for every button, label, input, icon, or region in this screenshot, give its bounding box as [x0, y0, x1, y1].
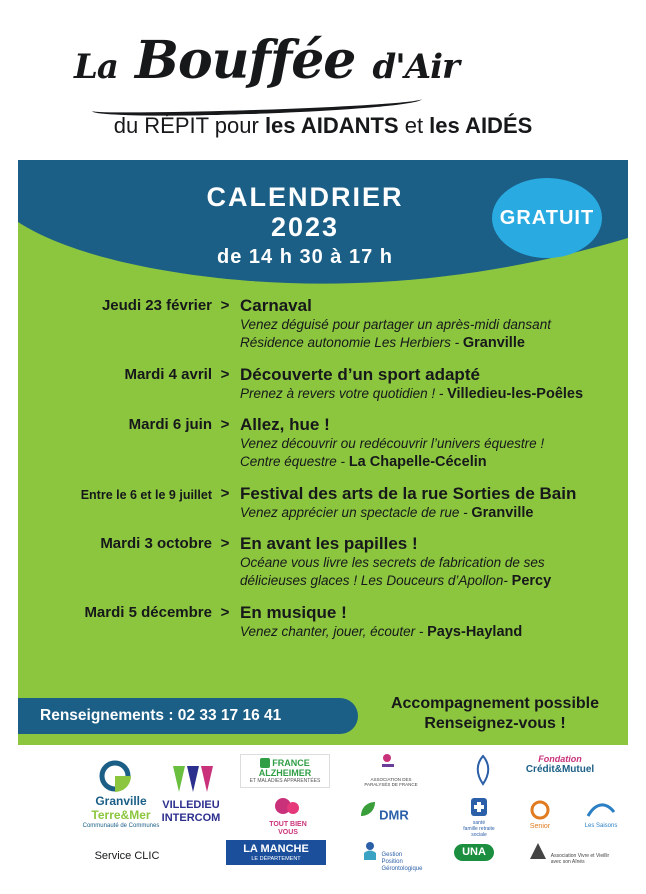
- partner-logo-senior: [510, 800, 570, 831]
- partner-logo-fa-line1: FRANCE: [272, 758, 310, 768]
- event-location-line: [240, 573, 628, 590]
- partner-logo-dmr: [348, 800, 420, 824]
- partner-logo-villedieu: [136, 762, 246, 824]
- poster-subtitle: [0, 113, 646, 139]
- event-title: Découverte d’un sport adapté: [240, 364, 480, 384]
- partner-logo-villedieu-line1: VILLEDIEU: [162, 799, 220, 812]
- partner-logo-sante-famille: [442, 796, 516, 838]
- mutual-health-mark-icon: [470, 754, 496, 786]
- list-item: [18, 484, 628, 522]
- event-title: Festival des arts de la rue Sorties de Bain: [240, 483, 577, 503]
- brand-logo-word-1: La: [74, 47, 118, 87]
- partner-logo-sf-line1: santé: [472, 820, 486, 827]
- event-venue: Venez apprécier un spectacle de rue -: [240, 504, 472, 520]
- partner-logo-manche-line2: LE DÉPARTEMENT: [251, 855, 301, 862]
- partner-logo-sf-line2: famille retraite: [463, 825, 495, 832]
- contact-banner: Renseignements : 02 33 17 16 41: [18, 698, 358, 734]
- event-date: Mardi 4 avril: [124, 365, 212, 383]
- saisons-mark-icon: [586, 798, 616, 820]
- event-location-line: [240, 454, 628, 471]
- partner-logo-manche-line1: LA MANCHE: [243, 843, 309, 855]
- event-date: Entre le 6 et le 9 juillet: [80, 487, 212, 502]
- villedieu-mark-icon: [165, 762, 217, 796]
- poster-header: [0, 0, 646, 160]
- list-item: [18, 365, 628, 403]
- partner-logo-cm-line1: Fondation: [538, 754, 582, 764]
- event-body: [238, 534, 628, 591]
- event-title: Carnaval: [240, 296, 312, 315]
- event-body: [238, 603, 628, 641]
- partner-logo-gg-line3: Gérontologique: [381, 865, 423, 872]
- partner-logo-apf-line1: ASSOCIATION DES: [370, 777, 412, 783]
- partner-logo-una-line1: UNA: [462, 846, 486, 858]
- brand-logo-word-2: Bouffée: [135, 30, 356, 91]
- partner-logo-gg-line1: Gestion: [381, 851, 403, 858]
- partner-logo-mutual-health: [458, 754, 508, 789]
- list-item: [18, 296, 628, 353]
- event-venue: délicieuses glaces ! Les Douceurs d’Apollon-: [240, 573, 512, 589]
- partner-logo-sf-line3: sociale: [471, 831, 487, 838]
- event-venue: Venez chanter, jouer, écouter -: [240, 623, 428, 639]
- event-body: [238, 296, 628, 353]
- brand-logo: [74, 30, 459, 91]
- subtitle-part-2: et: [398, 113, 430, 138]
- event-description: Venez déguisé pour partager un après-midi dansant: [240, 317, 551, 333]
- partner-logo-apf-line2: PARALYSÉS DE FRANCE: [364, 782, 418, 788]
- brand-logo-word-3: d'Air: [372, 47, 459, 87]
- partner-logo-tbv-line2: VOUS: [278, 829, 298, 837]
- partner-logo-apf: [348, 752, 434, 787]
- subtitle-bold-1: les AIDANTS: [264, 113, 399, 138]
- event-city: Granville: [462, 335, 525, 352]
- calendar-title: CALENDRIER: [206, 182, 404, 212]
- partner-logo-credit-mutuel: [514, 754, 606, 776]
- sante-famille-mark-icon: [469, 796, 489, 818]
- calendar-year: 2023: [270, 212, 340, 242]
- partner-logo-gg-line2: Position: [381, 858, 403, 865]
- vivre-vieillir-mark-icon: [527, 840, 549, 862]
- partner-logo-cm-line2: Crédit&Mutuel: [525, 764, 595, 776]
- event-arrow-icon: >: [220, 484, 230, 502]
- partner-logo-tbv-line1: TOUT BIEN: [269, 821, 307, 829]
- event-title: Allez, hue !: [240, 415, 330, 435]
- event-arrow-icon: >: [220, 297, 230, 314]
- event-venue: Centre équestre -: [240, 454, 349, 470]
- partner-logo-tout-bien-vous: [240, 796, 336, 837]
- event-location-line: [240, 624, 628, 641]
- event-arrow-icon: >: [220, 416, 230, 434]
- event-city: Percy: [511, 573, 552, 590]
- event-body: [238, 415, 628, 472]
- event-date: Jeudi 23 février: [101, 297, 212, 314]
- list-item: [18, 603, 628, 641]
- event-arrow-icon: >: [220, 365, 230, 383]
- event-description: Océane vous livre les secrets de fabrication de ses: [240, 555, 545, 571]
- partner-logo-saisons-line1: Les Saisons: [584, 823, 618, 830]
- partner-logo-senior-line1: Senior: [529, 823, 551, 831]
- event-city: Granville: [471, 504, 534, 521]
- partner-logo-dmr-line1: DMR: [379, 807, 409, 823]
- senior-mark-icon: [528, 800, 552, 820]
- event-date: Mardi 5 décembre: [84, 603, 212, 621]
- event-city: La Chapelle-Cécelin: [348, 454, 487, 471]
- subtitle-bold-2: les AIDÉS: [429, 113, 533, 138]
- partner-logo-france-alzheimer: [240, 754, 330, 788]
- apf-mark-icon: [378, 752, 404, 774]
- partner-logo-villedieu-line2: INTERCOM: [161, 811, 221, 824]
- partner-logo-granville-line2: Terre&Mer: [91, 807, 151, 822]
- event-arrow-icon: >: [220, 535, 230, 553]
- service-clic-label: Service CLIC: [94, 850, 160, 862]
- event-arrow-icon: >: [220, 603, 230, 621]
- partner-logo-granville-line1: Granville: [95, 794, 147, 809]
- event-description: Venez découvrir ou redécouvrir l’univers équestre !: [240, 436, 545, 452]
- events-list: [18, 296, 628, 653]
- event-body: [238, 484, 628, 522]
- tbv-mark-icon: [273, 796, 303, 818]
- partner-logo-vv-line1: Association Vivre et Vieillir: [550, 853, 610, 860]
- partner-logo-la-manche: [226, 840, 326, 865]
- calendar-hours: de 14 h 30 à 17 h: [217, 246, 393, 268]
- event-body: [238, 365, 628, 403]
- list-item: [18, 415, 628, 472]
- subtitle-part-1: du RÉPIT pour: [113, 113, 265, 138]
- partner-logo-gestion-gerontologique: [336, 840, 446, 872]
- partner-logo-vv-line2: avec son Aînés: [550, 859, 585, 866]
- event-location-line: [240, 386, 628, 403]
- event-location-line: [240, 335, 628, 352]
- gratuit-badge: GRATUIT: [492, 178, 602, 258]
- partner-logo-granville-line3: Communauté de Communes: [82, 822, 160, 829]
- partner-logo-una: [442, 844, 506, 861]
- event-location-line: [240, 505, 628, 522]
- list-item: [18, 534, 628, 591]
- event-date: Mardi 3 octobre: [100, 535, 212, 553]
- event-venue: Prenez à revers votre quotidien ! -: [240, 385, 448, 401]
- gerontologie-mark-icon: [360, 840, 380, 864]
- dmr-leaf-icon: [359, 800, 377, 818]
- partner-logo-fa-line2: ALZHEIMER: [258, 768, 312, 779]
- event-city: Villedieu-les-Poêles: [447, 385, 584, 402]
- event-city: Pays-Hayland: [427, 623, 523, 640]
- accompaniment-line-1: Accompagnement possible: [390, 695, 600, 712]
- event-venue: Résidence autonomie Les Herbiers -: [240, 335, 463, 351]
- accompaniment-line-2: Renseignez-vous !: [424, 715, 566, 732]
- event-date: Mardi 6 juin: [128, 416, 212, 434]
- partner-logos: [18, 748, 628, 888]
- accompaniment-note: [370, 694, 620, 734]
- event-title: En avant les papilles !: [240, 534, 418, 554]
- event-title: En musique !: [240, 602, 347, 622]
- alzheimer-mark-icon: [260, 758, 270, 768]
- partner-logo-vivre-vieillir: [508, 840, 628, 866]
- partner-logo-fa-line3: ET MALADIES APPARENTÉES: [249, 777, 321, 784]
- partner-logo-les-saisons: [570, 798, 632, 830]
